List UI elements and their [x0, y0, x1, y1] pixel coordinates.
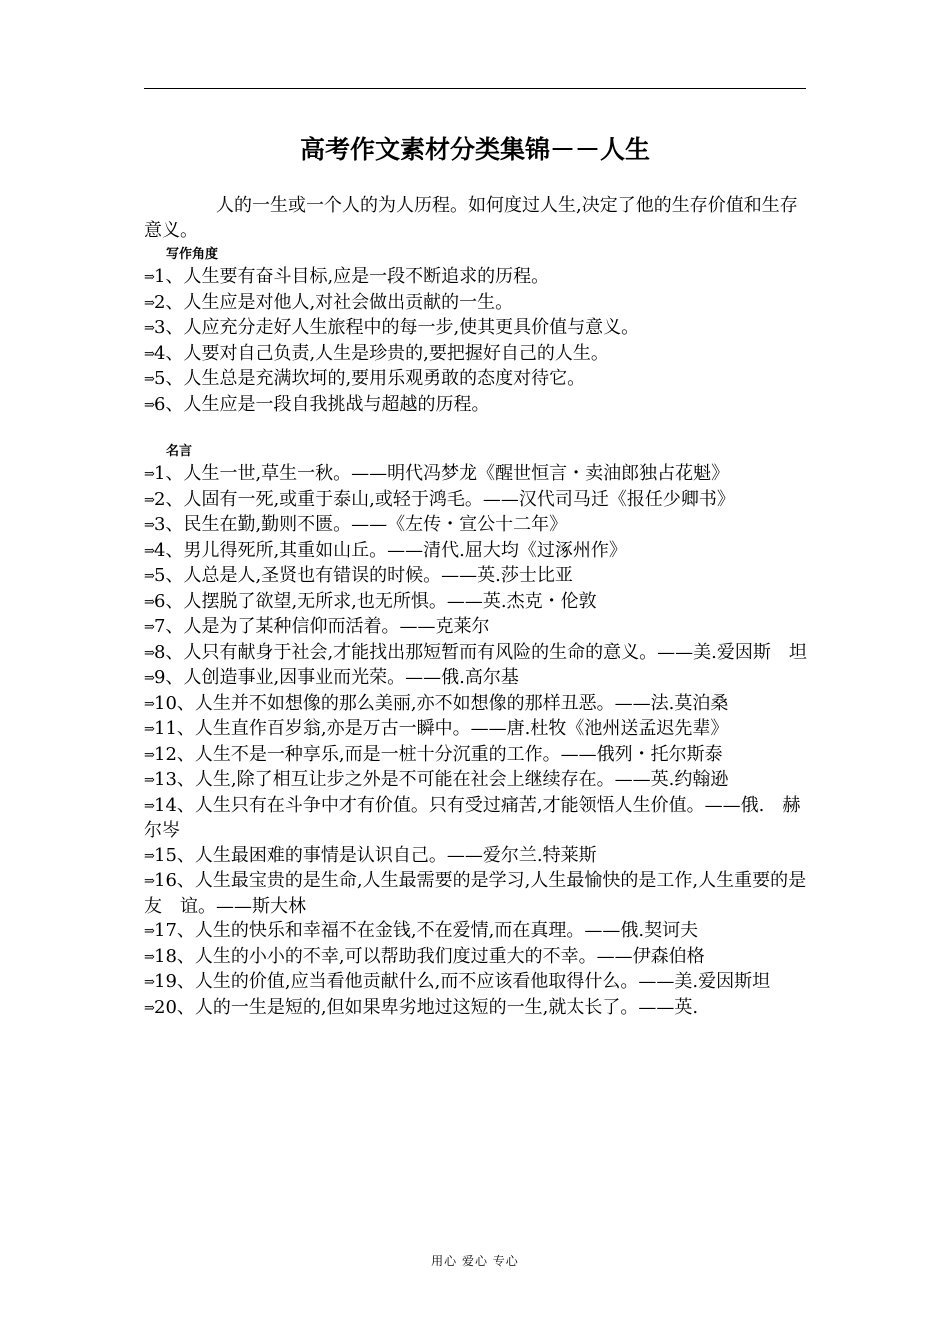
- writing-angles-section: [144, 246, 812, 418]
- quote-item: ⇒2、人固有一死,或重于泰山,或轻于鸿毛。——汉代司马迁《报任少卿书》: [144, 488, 812, 514]
- arrow-marker-icon: ⇒: [144, 874, 155, 889]
- arrow-marker-icon: ⇒: [144, 270, 155, 285]
- arrow-marker-icon: ⇒: [144, 518, 155, 533]
- quote-item: ⇒4、男儿得死所,其重如山丘。——清代.屈大均《过涿州作》: [144, 539, 812, 565]
- list-item: ⇒2、人生应是对他人,对社会做出贡献的一生。: [144, 291, 812, 317]
- quote-item: ⇒15、人生最困难的事情是认识自己。——爱尔兰.特莱斯: [144, 844, 812, 870]
- arrow-marker-icon: ⇒: [144, 467, 155, 482]
- arrow-marker-icon: ⇒: [144, 543, 155, 559]
- arrow-marker-icon: ⇒: [144, 747, 155, 763]
- arrow-marker-icon: ⇒: [144, 924, 155, 939]
- quote-item: ⇒6、人摆脱了欲望,无所求,也无所惧。——英.杰克・伦敦: [144, 590, 812, 616]
- list-item: ⇒1、人生要有奋斗目标,应是一段不断追求的历程。: [144, 265, 812, 291]
- quote-item: ⇒14、人生只有在斗争中才有价值。只有受过痛苦,才能领悟人生价值。——俄. 赫尔岑: [144, 794, 801, 841]
- arrow-marker-icon: ⇒: [144, 620, 155, 635]
- arrow-marker-icon: ⇒: [144, 696, 155, 712]
- arrow-marker-icon: ⇒: [144, 949, 155, 965]
- arrow-marker-icon: ⇒: [144, 594, 155, 610]
- arrow-marker-icon: ⇒: [144, 569, 155, 584]
- intro-paragraph: 人的一生或一个人的为人历程。如何度过人生,决定了他的生存价值和生存意义。: [144, 195, 798, 241]
- quote-item: ⇒7、人是为了某种信仰而活着。——克莱尔: [144, 615, 812, 641]
- arrow-marker-icon: ⇒: [144, 1000, 155, 1016]
- list-item: ⇒3、人应充分走好人生旅程中的每一步,使其更具价值与意义。: [144, 316, 812, 342]
- quotes-list: [144, 462, 812, 1021]
- arrow-marker-icon: ⇒: [144, 346, 155, 362]
- quote-item: ⇒11、人生直作百岁翁,亦是万古一瞬中。——唐.杜牧《池州送孟迟先辈》: [144, 717, 812, 743]
- arrow-marker-icon: ⇒: [144, 798, 155, 814]
- arrow-marker-icon: ⇒: [144, 722, 155, 737]
- quote-item: ⇒1、人生一世,草生一秋。——明代冯梦龙《醒世恒言・卖油郎独占花魁》: [144, 462, 812, 488]
- arrow-marker-icon: ⇒: [144, 372, 155, 387]
- list-item: ⇒4、人要对自己负责,人生是珍贵的,要把握好自己的人生。: [144, 342, 812, 368]
- arrow-marker-icon: ⇒: [144, 671, 155, 686]
- quote-item: ⇒13、人生,除了相互让步之外是不可能在社会上继续存在。——英.约翰逊: [144, 768, 812, 794]
- quote-item: ⇒17、人生的快乐和幸福不在金钱,不在爱情,而在真理。——俄.契诃夫: [144, 919, 812, 945]
- page-footer: 用心 爱心 专心: [431, 1254, 519, 1268]
- writing-angles-list: [144, 265, 812, 418]
- arrow-marker-icon: ⇒: [144, 321, 155, 336]
- header-rule: [144, 88, 806, 89]
- arrow-marker-icon: ⇒: [144, 295, 155, 311]
- quotes-heading: 名言: [166, 444, 193, 459]
- page-title: 高考作文素材分类集锦－－人生: [299, 135, 650, 164]
- list-item: ⇒6、人生应是一段自我挑战与超越的历程。: [144, 393, 812, 419]
- quote-item: ⇒16、人生最宝贵的是生命,人生最需要的是学习,人生最愉快的是工作,人生重要的是友 谊。——斯大林: [144, 870, 807, 917]
- quote-item: ⇒10、人生并不如想像的那么美丽,亦不如想像的那样丑恶。——法.莫泊桑: [144, 692, 812, 718]
- arrow-marker-icon: ⇒: [144, 975, 155, 990]
- arrow-marker-icon: ⇒: [144, 492, 155, 508]
- quote-item: ⇒9、人创造事业,因事业而光荣。——俄.高尔基: [144, 666, 812, 692]
- arrow-marker-icon: ⇒: [144, 848, 155, 864]
- arrow-marker-icon: ⇒: [144, 397, 155, 413]
- quote-item: ⇒12、人生不是一种享乐,而是一桩十分沉重的工作。——俄列・托尔斯泰: [144, 743, 812, 769]
- quote-item: ⇒8、人只有献身于社会,才能找出那短暂而有风险的生命的意义。——美.爱因斯 坦: [144, 641, 812, 667]
- arrow-marker-icon: ⇒: [144, 773, 155, 788]
- list-item: ⇒5、人生总是充满坎坷的,要用乐观勇敢的态度对待它。: [144, 367, 812, 393]
- quote-item: ⇒3、民生在勤,勤则不匮。——《左传・宣公十二年》: [144, 513, 812, 539]
- quote-item: ⇒18、人生的小小的不幸,可以帮助我们度过重大的不幸。——伊森伯格: [144, 945, 812, 971]
- arrow-marker-icon: ⇒: [144, 645, 155, 661]
- writing-angles-heading: 写作角度: [166, 247, 219, 262]
- quote-item: ⇒20、人的一生是短的,但如果卑劣地过这短的一生,就太长了。——英.: [144, 996, 812, 1022]
- section-spacer: [144, 418, 812, 443]
- quote-item: ⇒5、人总是人,圣贤也有错误的时候。——英.莎士比亚: [144, 564, 812, 590]
- quotes-section: [144, 443, 812, 1021]
- quote-item: ⇒19、人生的价值,应当看他贡献什么,而不应该看他取得什么。——美.爱因斯坦: [144, 970, 812, 996]
- document-body: [144, 194, 812, 1021]
